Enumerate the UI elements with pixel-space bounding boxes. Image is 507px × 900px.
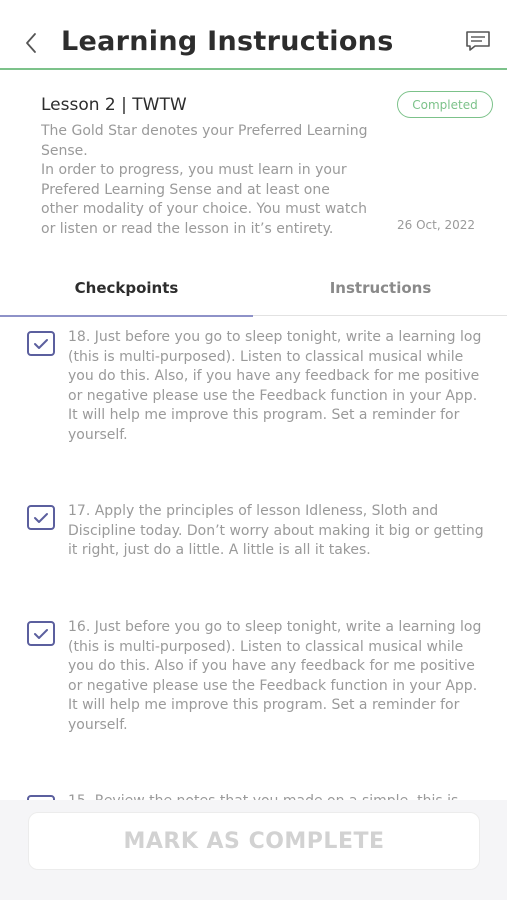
lesson-title: Lesson 2 | TWTW [41,95,187,115]
app-header [0,0,507,70]
chevron-left-icon [25,32,37,54]
checkpoint-text: 16. Just before you go to sleep tonight, write a learning log (this is multi-purposed). Listen to classical musical while you do this. Also if you have any feedback for me positive or negative please use the Feedback function in your App. It will help me improve this program. Set a reminder for yourself. [68,619,482,733]
checkmark-icon [33,338,49,350]
page-title: Learning Instructions [61,26,394,57]
checkmark-icon [33,512,49,524]
lesson-card [0,72,507,258]
checkpoint-checkbox[interactable] [27,505,55,530]
checkmark-icon [33,628,49,640]
checkpoint-text: 17. Apply the principles of lesson Idleness, Sloth and Discipline today. Don’t worry about making it big or getting it right, just do a little. A little is all it takes. [68,503,484,558]
tab-checkpoints[interactable]: Checkpoints [0,260,253,317]
messages-button[interactable] [465,30,491,52]
footer-bar [0,800,507,900]
back-button[interactable] [20,28,42,58]
mark-complete-button[interactable]: MARK AS COMPLETE [28,812,480,870]
message-icon [465,30,491,52]
tab-instructions[interactable]: Instructions [329,279,432,297]
checkpoint-list[interactable] [0,318,507,810]
status-badge: Completed [397,91,493,118]
checkpoint-text: 18. Just before you go to sleep tonight, write a learning log (this is multi-purposed). Listen to classical musical while you do this. Also, if you have any feedback for me positive or negative please use the Feedback function in your App. It will help me improve this program. Set a reminder for yourself. [68,329,482,443]
checkpoint-checkbox[interactable] [27,331,55,356]
lesson-date: 26 Oct, 2022 [397,218,475,232]
description-fade [0,240,507,258]
lesson-description: The Gold Star denotes your Preferred Learning Sense. In order to progress, you must learn in your Prefered Learning Sense and at least one other modality of your choice. You must watch or listen or read the lesson in it’s entirety. [41,123,368,237]
tab-bar [0,260,507,316]
checkpoint-checkbox[interactable] [27,621,55,646]
